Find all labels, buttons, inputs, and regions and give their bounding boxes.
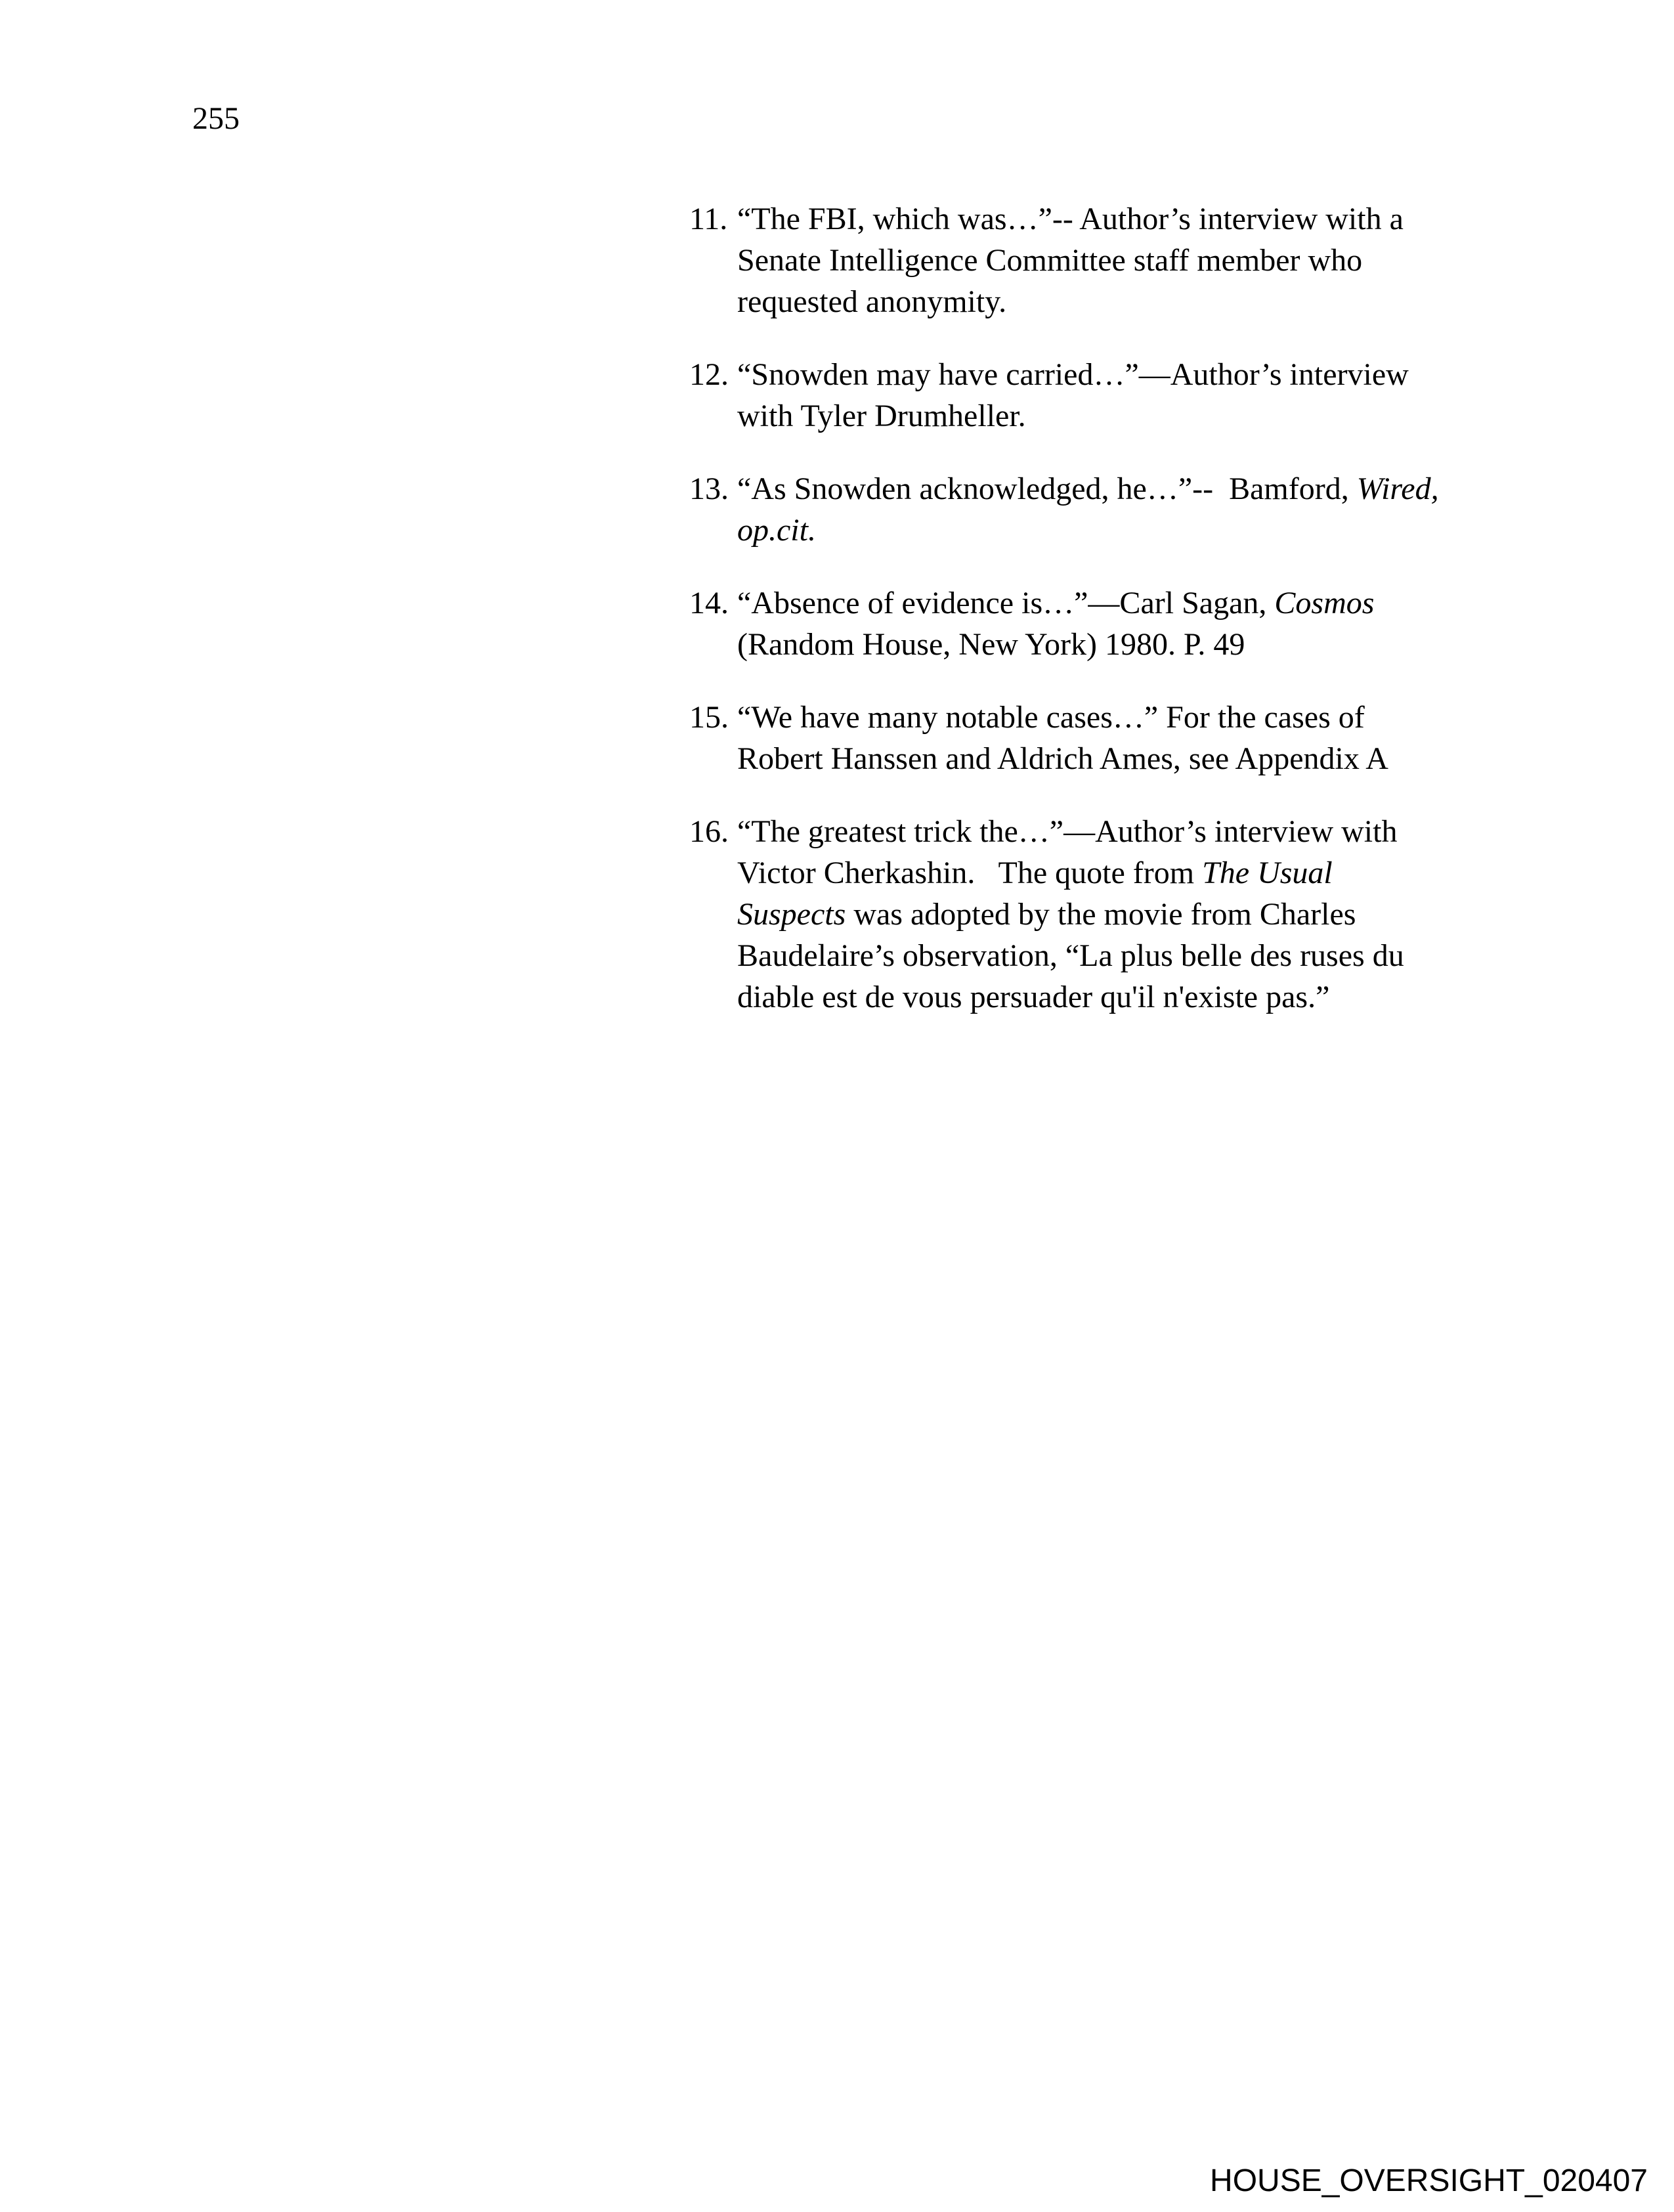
note-text-run-italic: Suspects bbox=[737, 897, 846, 932]
note-text-run: “The FBI, which was…”-- Author’s interview with a bbox=[737, 202, 1404, 236]
footnote-11 bbox=[689, 198, 1530, 322]
footnote-number: 15. bbox=[689, 700, 729, 735]
footnote-14 bbox=[689, 582, 1530, 665]
footnote-16 bbox=[689, 811, 1530, 1018]
note-text-run: Victor Cherkashin. The quote from bbox=[737, 856, 1203, 890]
footnote-number: 12. bbox=[689, 357, 729, 392]
footnote-12 bbox=[689, 354, 1530, 437]
note-text-run: “The greatest trick the…”—Author’s interview with bbox=[737, 814, 1398, 849]
footnote-15 bbox=[689, 697, 1530, 779]
endnotes-list bbox=[689, 198, 1530, 1049]
note-text-run: Robert Hanssen and Aldrich Ames, see Appendix A bbox=[737, 741, 1388, 776]
note-text-run: “As Snowden acknowledged, he…”-- Bamford, bbox=[737, 471, 1357, 506]
footnote-text bbox=[737, 586, 1374, 662]
note-text-run: Baudelaire’s observation, “La plus belle des ruses du bbox=[737, 938, 1404, 973]
note-text-run: with Tyler Drumheller. bbox=[737, 399, 1026, 433]
note-text-run: Senate Intelligence Committee staff member who bbox=[737, 243, 1363, 278]
note-text-run-italic: op.cit. bbox=[737, 513, 816, 548]
note-text-run: “Snowden may have carried…”—Author’s interview bbox=[737, 357, 1409, 392]
note-text-run: “Absence of evidence is…”—Carl Sagan, bbox=[737, 586, 1275, 620]
footnote-text bbox=[737, 357, 1409, 433]
footnote-number: 13. bbox=[689, 471, 729, 506]
footnote-13 bbox=[689, 468, 1530, 551]
page-number: 255 bbox=[192, 101, 240, 136]
footnote-text bbox=[737, 471, 1439, 548]
note-text-run: diable est de vous persuader qu'il n'existe pas.” bbox=[737, 980, 1330, 1014]
note-text-run-italic: Cosmos bbox=[1274, 586, 1375, 620]
footnote-text bbox=[737, 700, 1388, 776]
note-text-run-italic: Wired, bbox=[1356, 471, 1439, 506]
note-text-run: was adopted by the movie from Charles bbox=[846, 897, 1356, 932]
footnote-number: 16. bbox=[689, 814, 729, 849]
note-text-run-italic: The Usual bbox=[1202, 856, 1333, 890]
footnote-number: 14. bbox=[689, 586, 729, 620]
note-text-run: (Random House, New York) 1980. P. 49 bbox=[737, 627, 1245, 662]
footnote-text bbox=[737, 202, 1404, 319]
note-text-run: “We have many notable cases…” For the cases of bbox=[737, 700, 1365, 735]
bates-stamp: HOUSE_OVERSIGHT_020407 bbox=[1210, 2163, 1648, 2198]
footnote-number: 11. bbox=[689, 202, 728, 236]
footnote-text bbox=[737, 814, 1404, 1014]
note-text-run: requested anonymity. bbox=[737, 284, 1007, 319]
